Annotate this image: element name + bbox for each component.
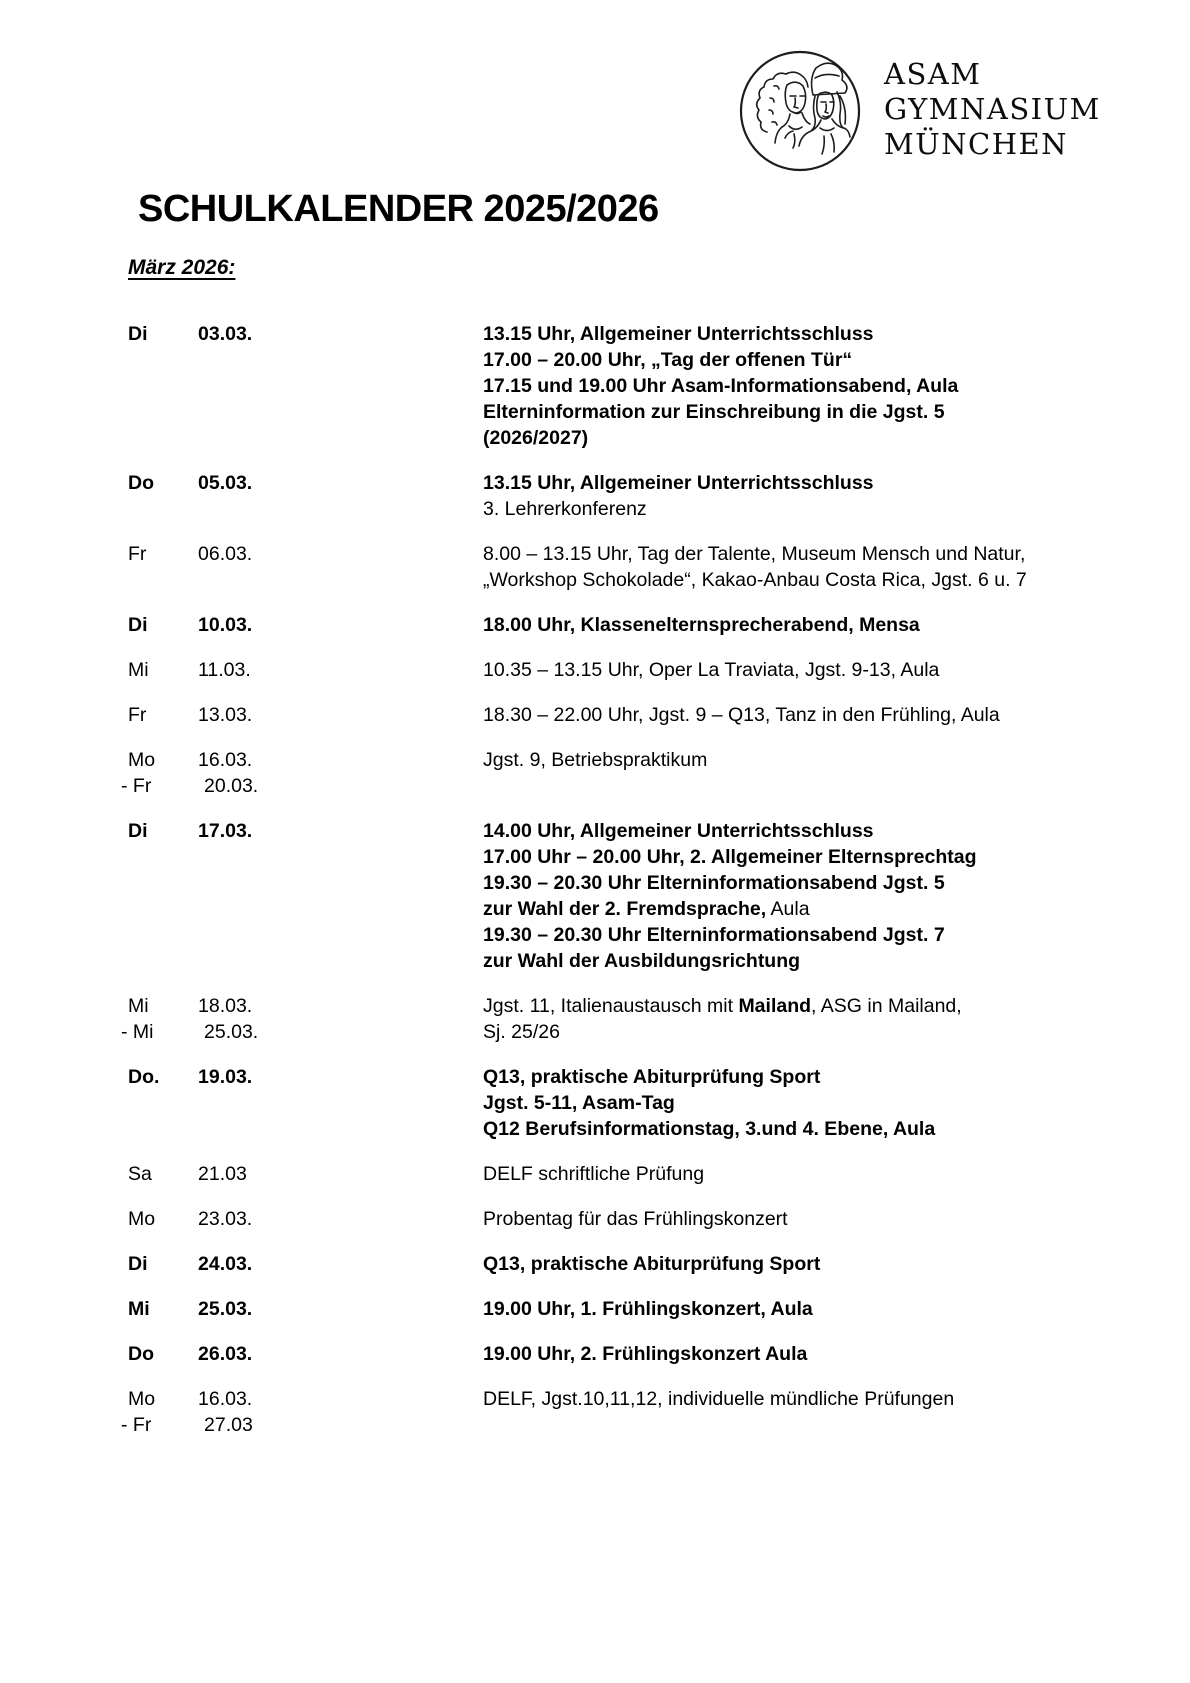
entry-line	[483, 844, 1131, 870]
entry-day: Do.	[128, 1066, 160, 1088]
entry-text-bold: 19.00 Uhr, 2. Frühlingskonzert Aula	[483, 1343, 808, 1365]
entry-text-bold: 19.00 Uhr, 1. Frühlingskonzert, Aula	[483, 1298, 813, 1320]
entry-day-column	[121, 1064, 198, 1142]
entry-description	[483, 747, 1131, 799]
entry-day-end: - Mi	[121, 1021, 154, 1043]
entry-date-column	[198, 321, 483, 451]
entry-line	[483, 1019, 1131, 1045]
entry-description	[483, 1064, 1131, 1142]
school-name-line-2: GYMNASIUM	[884, 92, 1101, 126]
entry-text-bold: (2026/2027)	[483, 427, 589, 449]
entry-text: 3. Lehrerkonferenz	[483, 498, 647, 520]
entry-date: 10.03.	[198, 614, 253, 636]
entry-day-column	[121, 747, 198, 799]
entry-text: Aula	[766, 898, 810, 920]
entry-day-end: - Fr	[121, 1414, 152, 1436]
entry-day-column	[121, 1386, 198, 1438]
asam-brothers-emblem-icon	[736, 44, 864, 180]
entry-description	[483, 993, 1131, 1045]
entry-date: 05.03.	[198, 472, 253, 494]
entry-description	[483, 612, 1131, 638]
entry-day: Fr	[128, 704, 147, 726]
entry-text-bold: 18.00 Uhr, Klassenelternsprecherabend, Mensa	[483, 614, 920, 636]
entry-text-bold: 19.30 – 20.30 Uhr Elterninformationsabend Jgst. 7	[483, 924, 945, 946]
entry-day: Mo	[128, 1208, 156, 1230]
entry-line	[483, 870, 1131, 896]
entry-date: 21.03	[198, 1163, 247, 1185]
calendar-entry	[121, 657, 1131, 683]
entry-day: Sa	[128, 1163, 152, 1185]
entry-description	[483, 1161, 1131, 1187]
school-name-line-3: MÜNCHEN	[884, 127, 1069, 161]
entry-day: Di	[128, 820, 148, 842]
calendar-entries	[121, 321, 1131, 1457]
entry-day-column	[121, 470, 198, 522]
entry-day-column	[121, 1251, 198, 1277]
entry-date: 16.03.	[198, 749, 253, 771]
entry-day-column	[121, 541, 198, 593]
entry-day-column	[121, 993, 198, 1045]
entry-text-bold: 19.30 – 20.30 Uhr Elterninformationsabend Jgst. 5	[483, 872, 945, 894]
entry-date-end: 20.03.	[204, 775, 259, 797]
entry-line	[483, 1116, 1131, 1142]
entry-text: „Workshop Schokolade“, Kakao-Anbau Costa Rica, Jgst. 6 u. 7	[483, 569, 1027, 591]
entry-day: Fr	[128, 543, 147, 565]
entry-text: 10.35 – 13.15 Uhr, Oper La Traviata, Jgst. 9-13, Aula	[483, 659, 940, 681]
entry-day-column	[121, 321, 198, 451]
entry-line	[483, 657, 1131, 683]
entry-day-column	[121, 612, 198, 638]
entry-date-column	[198, 702, 483, 728]
entry-line	[483, 496, 1131, 522]
entry-line	[483, 1341, 1131, 1367]
entry-description	[483, 1206, 1131, 1232]
entry-text-bold: Jgst. 5-11, Asam-Tag	[483, 1092, 675, 1114]
entry-date: 24.03.	[198, 1253, 253, 1275]
calendar-entry	[121, 541, 1131, 593]
entry-description	[483, 657, 1131, 683]
entry-date: 03.03.	[198, 323, 253, 345]
entry-line	[483, 1206, 1131, 1232]
entry-date-end: 27.03	[204, 1414, 253, 1436]
entry-date: 19.03.	[198, 1066, 253, 1088]
calendar-entry	[121, 1341, 1131, 1367]
entry-date-column	[198, 993, 483, 1045]
entry-text-bold: Elterninformation zur Einschreibung in die Jgst. 5	[483, 401, 945, 423]
entry-day-column	[121, 1341, 198, 1367]
entry-date-column	[198, 818, 483, 974]
entry-date: 26.03.	[198, 1343, 253, 1365]
entry-date-column	[198, 747, 483, 799]
entry-text: , ASG in Mailand,	[811, 995, 962, 1017]
entry-day: Mi	[128, 995, 149, 1017]
entry-date-end: 25.03.	[204, 1021, 259, 1043]
calendar-entry	[121, 993, 1131, 1045]
entry-date-column	[198, 541, 483, 593]
entry-text: DELF, Jgst.10,11,12, individuelle mündliche Prüfungen	[483, 1388, 955, 1410]
entry-date: 16.03.	[198, 1388, 253, 1410]
entry-text-bold: Mailand	[738, 995, 812, 1017]
calendar-entry	[121, 747, 1131, 799]
entry-text-bold: 13.15 Uhr, Allgemeiner Unterrichtsschluss	[483, 472, 874, 494]
entry-description	[483, 1386, 1131, 1438]
calendar-entry	[121, 612, 1131, 638]
entry-date-column	[198, 1386, 483, 1438]
entry-line	[483, 321, 1131, 347]
entry-text: Jgst. 11, Italienaustausch mit	[483, 995, 739, 1017]
entry-line	[483, 470, 1131, 496]
entry-day: Di	[128, 323, 148, 345]
entry-text: 8.00 – 13.15 Uhr, Tag der Talente, Museum Mensch und Natur,	[483, 543, 1026, 565]
entry-day-column	[121, 1206, 198, 1232]
entry-day: Mi	[128, 659, 149, 681]
entry-day-column	[121, 657, 198, 683]
entry-line	[483, 347, 1131, 373]
entry-line	[483, 1386, 1131, 1412]
entry-text: Jgst. 9, Betriebspraktikum	[483, 749, 708, 771]
entry-day: Do	[128, 1343, 154, 1365]
entry-date: 11.03.	[198, 659, 251, 681]
entry-description	[483, 1341, 1131, 1367]
page-title: SCHULKALENDER 2025/2026	[138, 188, 659, 230]
calendar-entry	[121, 1386, 1131, 1438]
calendar-entry	[121, 1161, 1131, 1187]
calendar-entry	[121, 1064, 1131, 1142]
entry-description	[483, 1251, 1131, 1277]
entry-text-bold: Q13, praktische Abiturprüfung Sport	[483, 1066, 821, 1088]
calendar-entry	[121, 470, 1131, 522]
entry-text: Probentag für das Frühlingskonzert	[483, 1208, 788, 1230]
entry-line	[483, 567, 1131, 593]
entry-line	[483, 993, 1131, 1019]
entry-description	[483, 1296, 1131, 1322]
entry-date: 25.03.	[198, 1298, 253, 1320]
entry-line	[483, 702, 1131, 728]
entry-text-bold: zur Wahl der Ausbildungsrichtung	[483, 950, 801, 972]
entry-date-column	[198, 1161, 483, 1187]
entry-day-column	[121, 1161, 198, 1187]
entry-day-column	[121, 702, 198, 728]
entry-line	[483, 373, 1131, 399]
entry-day-column	[121, 818, 198, 974]
school-name	[884, 57, 1101, 162]
entry-text-bold: zur Wahl der 2. Fremdsprache,	[483, 898, 767, 920]
entry-date-column	[198, 1064, 483, 1142]
entry-line	[483, 896, 1131, 922]
entry-date: 17.03.	[198, 820, 253, 842]
entry-line	[483, 747, 1131, 773]
entry-description	[483, 541, 1131, 593]
entry-line	[483, 399, 1131, 425]
entry-date: 23.03.	[198, 1208, 253, 1230]
entry-day: Di	[128, 614, 148, 636]
entry-line	[483, 818, 1131, 844]
calendar-entry	[121, 1206, 1131, 1232]
entry-date-column	[198, 1206, 483, 1232]
entry-date-column	[198, 657, 483, 683]
entry-date-column	[198, 470, 483, 522]
calendar-entry	[121, 1296, 1131, 1322]
entry-day: Mo	[128, 749, 156, 771]
entry-text-bold: 14.00 Uhr, Allgemeiner Unterrichtsschluss	[483, 820, 874, 842]
calendar-entry	[121, 1251, 1131, 1277]
entry-date: 13.03.	[198, 704, 253, 726]
calendar-entry	[121, 702, 1131, 728]
entry-date-column	[198, 1341, 483, 1367]
calendar-entry	[121, 818, 1131, 974]
school-name-line-1: ASAM	[884, 57, 982, 91]
entry-day: Di	[128, 1253, 148, 1275]
entry-text: Sj. 25/26	[483, 1021, 560, 1043]
entry-text-bold: Q13, praktische Abiturprüfung Sport	[483, 1253, 821, 1275]
month-heading: März 2026:	[128, 256, 236, 279]
calendar-entry	[121, 321, 1131, 451]
entry-date-column	[198, 612, 483, 638]
entry-date-column	[198, 1296, 483, 1322]
entry-description	[483, 702, 1131, 728]
entry-text: DELF schriftliche Prüfung	[483, 1163, 705, 1185]
entry-line	[483, 948, 1131, 974]
entry-text: 18.30 – 22.00 Uhr, Jgst. 9 – Q13, Tanz in den Frühling, Aula	[483, 704, 1000, 726]
entry-line	[483, 541, 1131, 567]
entry-line	[483, 1090, 1131, 1116]
entry-text-bold: 13.15 Uhr, Allgemeiner Unterrichtsschluss	[483, 323, 874, 345]
entry-day: Do	[128, 472, 154, 494]
entry-description	[483, 470, 1131, 522]
entry-text-bold: 17.15 und 19.00 Uhr Asam-Informationsabend, Aula	[483, 375, 959, 397]
entry-text-bold: Q12 Berufsinformationstag, 3.und 4. Ebene, Aula	[483, 1118, 936, 1140]
entry-text-bold: 17.00 – 20.00 Uhr, „Tag der offenen Tür“	[483, 349, 853, 371]
entry-description	[483, 321, 1131, 451]
entry-line	[483, 1251, 1131, 1277]
entry-day: Mi	[128, 1298, 150, 1320]
entry-date: 18.03.	[198, 995, 253, 1017]
entry-description	[483, 818, 1131, 974]
entry-line	[483, 1064, 1131, 1090]
entry-line	[483, 1296, 1131, 1322]
entry-day-column	[121, 1296, 198, 1322]
entry-line	[483, 1161, 1131, 1187]
entry-line	[483, 425, 1131, 451]
entry-date: 06.03.	[198, 543, 253, 565]
entry-day-end: - Fr	[121, 775, 152, 797]
entry-line	[483, 612, 1131, 638]
entry-line	[483, 922, 1131, 948]
entry-day: Mo	[128, 1388, 156, 1410]
entry-date-column	[198, 1251, 483, 1277]
entry-text-bold: 17.00 Uhr – 20.00 Uhr, 2. Allgemeiner Elternsprechtag	[483, 846, 977, 868]
